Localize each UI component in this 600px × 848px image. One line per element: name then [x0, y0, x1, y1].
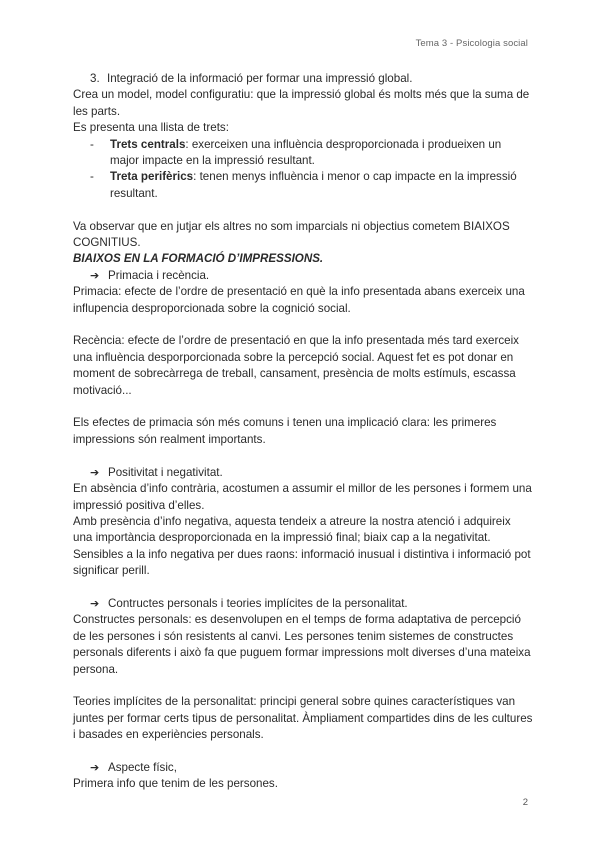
- spacer: [73, 399, 533, 415]
- item-text: Integració de la informació per formar una impressió global.: [107, 72, 413, 85]
- term-central-desc: : exerceixen una influència desproporcionada i produeixen un major impacte en la impressió resultant.: [110, 137, 502, 168]
- bullet-physical: [73, 760, 533, 776]
- section-heading-biases: BIAIXOS EN LA FORMACIÓ D’IMPRESSIONS.: [73, 252, 324, 266]
- bullet-primacy: [73, 268, 533, 284]
- paragraph-constructs: Constructes personals: es desenvolupen en el temps de forma adaptativa de percepció de les persones i són resistents al canvi. Les persones tenim sistemes de constructes personals diferents i això fa que puguem formar impressions molt diverses d’una mateixa persona.: [73, 613, 531, 676]
- right-arrow-icon: ➔: [90, 760, 100, 774]
- paragraph-list-intro: Es presenta una llista de trets:: [73, 121, 229, 135]
- dash-bullet: -: [90, 170, 94, 184]
- bullet-constructs: [73, 596, 533, 612]
- list-item-peripheral-traits: [73, 169, 533, 202]
- bullet-positivity: [73, 465, 533, 481]
- right-arrow-icon: ➔: [90, 596, 100, 610]
- paragraph-bias-intro: Va observar que en jutjar els altres no som imparcials ni objectius cometem BIAIXOS COGNITIUS.: [73, 219, 510, 250]
- paragraph-recency: Recència: efecte de l’ordre de presentació en que la info presentada més tard exerceix una influència desporporcionada sobre la percepció social. Aquest fet es pot donar en moment de sobrecàrrega de treball, cansament, presència de molts estímuls, escassa motivació...: [73, 334, 519, 397]
- page-number: 2: [522, 797, 528, 808]
- numbered-item-3: [73, 71, 533, 87]
- paragraph-positivity: En absència d’info contrària, acostumen a assumir el millor de les persones i formem una impressió positiva d’elles.: [73, 482, 532, 512]
- paragraph-model: Crea un model, model configuratiu: que la impressió global és molts més que la suma de les parts.: [73, 88, 530, 118]
- term-peripheral-desc: : tenen menys influència i menor o cap impacte en la impressió resultant.: [110, 170, 517, 200]
- dash-bullet: -: [90, 137, 94, 151]
- bullet-label: Aspecte físic,: [108, 760, 177, 774]
- spacer: [73, 580, 533, 596]
- item-number: 3.: [90, 72, 100, 85]
- spacer: [73, 448, 533, 464]
- term-central: Trets centrals: [110, 137, 186, 151]
- page-header: Tema 3 - Psicologia social: [415, 38, 528, 49]
- spacer: [73, 202, 533, 218]
- bullet-label: Primacia i recència.: [108, 268, 210, 282]
- paragraph-negativity: Amb presència d’info negativa, aquesta tendeix a atreure la nostra atenció i adquireix una importància desproporcionada en la impressió final; biaix cap a la negativitat.: [73, 514, 511, 545]
- term-peripheral: Treta perifèrics: [110, 170, 194, 184]
- paragraph-sensitivity: Sensibles a la info negativa per dues raons: informació inusual i distintiva i informació pot significar perill.: [73, 547, 531, 578]
- right-arrow-icon: ➔: [90, 465, 100, 479]
- document-body: [73, 71, 533, 793]
- list-item-central-traits: [73, 137, 533, 170]
- bullet-label: Contructes personals i teories implícites de la personalitat.: [108, 596, 408, 610]
- spacer: [73, 744, 533, 760]
- spacer: [73, 678, 533, 694]
- bullet-label: Positivitat i negativitat.: [108, 465, 223, 479]
- paragraph-physical: Primera info que tenim de les persones.: [73, 777, 278, 791]
- paragraph-primacy: Primacia: efecte de l’ordre de presentació en què la info presentada abans exerceix una influpencia desproporcionada sobre la cognició social.: [73, 285, 525, 315]
- paragraph-implicit: Teories implícites de la personalitat: principi general sobre quines característiques van juntes per formar certs tipus de personalitat. Àmpliament compartides dins de les cultures i basades en experiències personals.: [73, 695, 533, 742]
- spacer: [73, 317, 533, 333]
- paragraph-primacy-common: Els efectes de primacia són més comuns i tenen una implicació clara: les primeres impressions són realment importants.: [73, 416, 497, 446]
- right-arrow-icon: ➔: [90, 268, 100, 282]
